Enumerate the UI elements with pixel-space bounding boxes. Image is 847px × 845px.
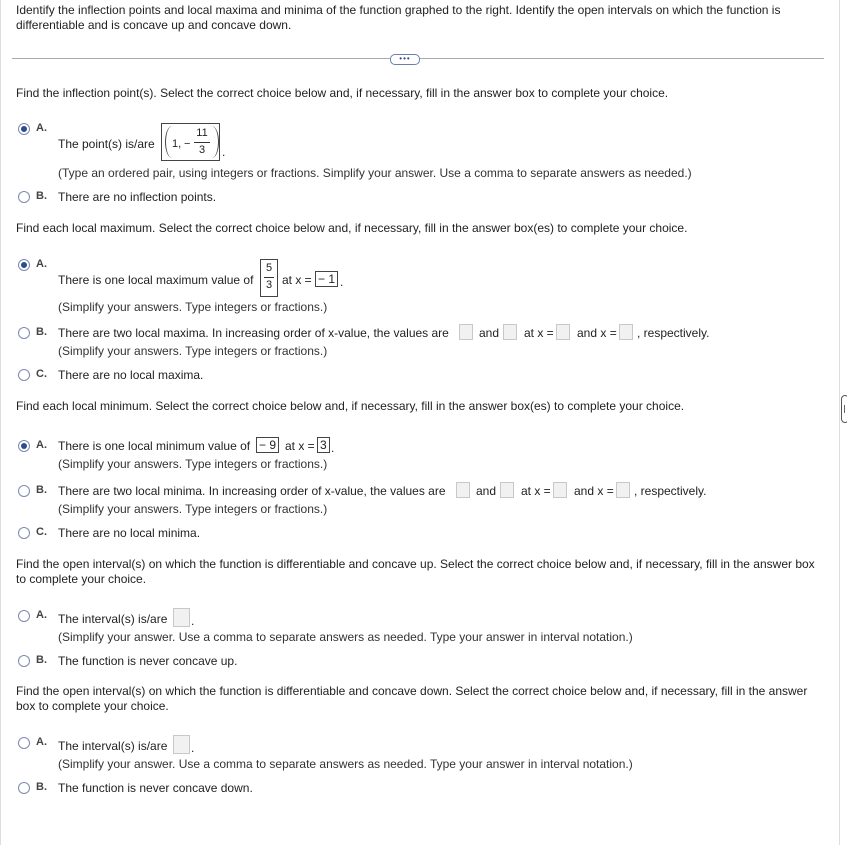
q4-option-b-letter: B. — [36, 654, 47, 666]
q3-option-b-letter: B. — [36, 484, 47, 496]
left-border — [0, 0, 1, 845]
right-border — [839, 0, 840, 845]
q2-prompt: Find each local maximum. Select the correct choice below and, if necessary, fill in the answer box(es) to complete your choice. — [16, 221, 688, 235]
q4-interval-box[interactable] — [173, 608, 190, 627]
expand-more-button[interactable]: ••• — [390, 54, 420, 65]
q1-denominator: 3 — [198, 144, 206, 156]
q2-max-value-box[interactable] — [260, 259, 278, 297]
q3-option-c-letter: C. — [36, 526, 47, 538]
fraction-bar — [264, 277, 274, 278]
q3-option-c-radio[interactable] — [18, 527, 30, 539]
q5-period: . — [191, 741, 195, 755]
q2-option-c-radio[interactable] — [18, 369, 30, 381]
q4-prompt: Find the open interval(s) on which the function is differentiable and concave up. Select the correct choice below and, if necessary, fill in the answer box to complete your choice. — [16, 557, 815, 586]
q2-option-b-radio[interactable] — [18, 327, 30, 339]
q2-option-b-text: There are two local maxima. In increasing order of x-value, the values are — [58, 326, 449, 340]
q5-option-b-text: The function is never concave down. — [58, 781, 253, 795]
q3-min-value-box[interactable]: − 9 — [256, 437, 279, 453]
q1-minus: − — [184, 138, 191, 150]
q2-b-value1-box[interactable] — [459, 324, 473, 340]
q4-option-a-radio[interactable] — [18, 610, 30, 622]
q1-option-b-letter: B. — [36, 190, 47, 202]
q3-b-hint: (Simplify your answers. Type integers or fractions.) — [58, 502, 328, 516]
q3-at-label: at x = — [285, 439, 315, 453]
q2-b-at: at x = — [524, 326, 554, 340]
q2-option-a-letter: A. — [36, 258, 47, 270]
q2-option-c-letter: C. — [36, 368, 47, 380]
q1-option-b-radio[interactable] — [18, 191, 30, 203]
q1-option-a-text: The point(s) is/are — [58, 137, 155, 151]
q2-numerator: 5 — [265, 262, 273, 274]
q2-b-hint: (Simplify your answers. Type integers or fractions.) — [58, 344, 328, 358]
q5-option-a-text: The interval(s) is/are — [58, 739, 168, 753]
q2-option-a-radio[interactable] — [18, 259, 30, 271]
fraction-bar — [194, 142, 210, 143]
q5-option-b-letter: B. — [36, 781, 47, 793]
panel-resize-handle[interactable] — [841, 395, 847, 423]
q3-b-respectively: , respectively. — [634, 484, 707, 498]
q3-period: . — [331, 441, 335, 455]
q3-b-and1: and — [476, 484, 497, 498]
q1-option-b-text: There are no inflection points. — [58, 190, 217, 204]
q3-b-x2-box[interactable] — [616, 482, 630, 498]
q4-option-a-text: The interval(s) is/are — [58, 612, 168, 626]
q3-prompt: Find each local minimum. Select the correct choice below and, if necessary, fill in the answer box(es) to complete your choice. — [16, 399, 685, 413]
q2-b-and1: and — [479, 326, 500, 340]
q2-b-x2-box[interactable] — [619, 324, 633, 340]
q3-option-a-radio[interactable] — [18, 440, 30, 452]
q3-a-hint: (Simplify your answers. Type integers or fractions.) — [58, 457, 328, 471]
q5-hint: (Simplify your answer. Use a comma to separate answers as needed. Type your answer in interval notation.) — [58, 757, 633, 771]
q3-b-and2: and x = — [574, 484, 614, 498]
q5-option-a-letter: A. — [36, 736, 47, 748]
q2-option-b-letter: B. — [36, 326, 47, 338]
q1-point-x: 1, — [172, 138, 182, 150]
q5-prompt: Find the open interval(s) on which the function is differentiable and concave down. Select the correct choice below and, if necessary, fill in the answer box to complete your choice. — [16, 684, 808, 713]
q1-period: . — [222, 145, 226, 159]
q3-option-b-text: There are two local minima. In increasing order of x-value, the values are — [58, 484, 446, 498]
q2-option-c-text: There are no local maxima. — [58, 368, 204, 382]
q2-b-value2-box[interactable] — [503, 324, 517, 340]
q2-period: . — [340, 275, 344, 289]
q5-interval-box[interactable] — [173, 735, 190, 754]
q4-option-b-text: The function is never concave up. — [58, 654, 238, 668]
q2-b-respectively: , respectively. — [637, 326, 710, 340]
q4-option-a-letter: A. — [36, 609, 47, 621]
q5-option-a-radio[interactable] — [18, 737, 30, 749]
q5-option-b-radio[interactable] — [18, 782, 30, 794]
q2-x-box[interactable]: − 1 — [315, 271, 338, 287]
q3-option-c-text: There are no local minima. — [58, 526, 201, 540]
q2-b-and2: and x = — [577, 326, 617, 340]
q3-option-a-text: There is one local minimum value of — [58, 439, 251, 453]
q2-b-x1-box[interactable] — [556, 324, 570, 340]
q4-period: . — [191, 614, 195, 628]
q2-option-a-text: There is one local maximum value of — [58, 273, 254, 287]
q1-numerator: 11 — [196, 127, 208, 139]
q4-hint: (Simplify your answer. Use a comma to separate answers as needed. Type your answer in interval notation.) — [58, 630, 633, 644]
q3-b-value1-box[interactable] — [456, 482, 470, 498]
q3-b-x1-box[interactable] — [553, 482, 567, 498]
q1-prompt: Find the inflection point(s). Select the correct choice below and, if necessary, fill in the answer box to complete your choice. — [16, 86, 669, 100]
q1-hint: (Type an ordered pair, using integers or fractions. Simplify your answer. Use a comma to separate answers as needed.) — [58, 166, 692, 180]
instructions: Identify the inflection points and local maxima and minima of the function graphed to the right. Identify the open intervals on which the function is differentiable and is concave up and concave down. — [16, 3, 781, 32]
q1-option-a-radio[interactable] — [18, 123, 30, 135]
q3-option-b-radio[interactable] — [18, 485, 30, 497]
q2-a-hint: (Simplify your answers. Type integers or fractions.) — [58, 300, 328, 314]
q4-option-b-radio[interactable] — [18, 655, 30, 667]
q3-x-box[interactable]: 3 — [317, 437, 330, 453]
q2-at-label: at x = — [282, 273, 312, 287]
q1-answer-box[interactable] — [161, 123, 220, 161]
q1-option-a-letter: A. — [36, 122, 47, 134]
q3-option-a-letter: A. — [36, 439, 47, 451]
q3-b-at: at x = — [521, 484, 551, 498]
q3-b-value2-box[interactable] — [500, 482, 514, 498]
q2-denominator: 3 — [265, 279, 273, 291]
